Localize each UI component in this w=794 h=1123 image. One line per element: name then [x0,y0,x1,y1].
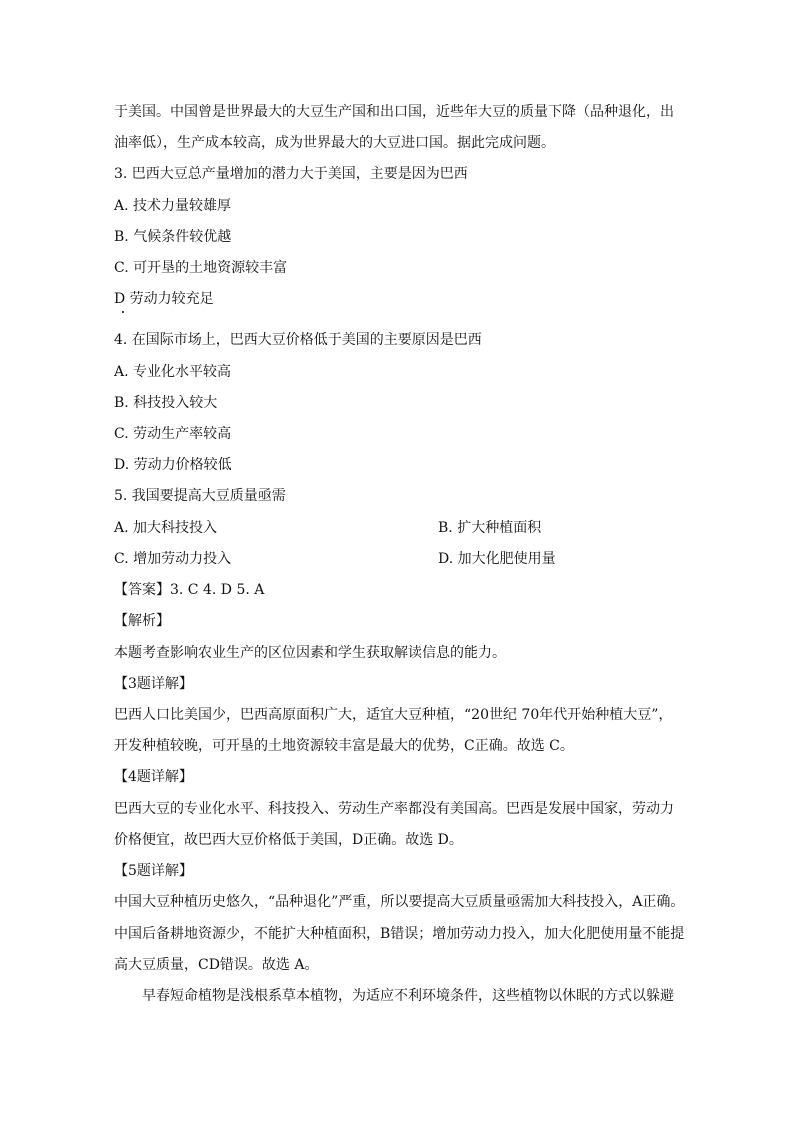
analysis-intro: 本题考查影响农业生产的区位因素和学生获取解读信息的能力。 [114,645,506,661]
question-5-option-d: D. 加大化肥使用量 [438,551,556,567]
question-3-stem: 3. 巴西大豆总产量增加的潜力大于美国，主要是因为巴西 [114,166,468,182]
detail-4-line-2: 价格便宜，故巴西大豆价格低于美国，D正确。故选 D。 [114,832,463,848]
question-4-option-c: C. 劳动生产率较高 [114,426,232,442]
question-3-option-c: C. 可开垦的土地资源较丰富 [114,260,288,276]
detail-5-line-3: 高大豆质量，CD错误。故选 A。 [114,957,319,973]
detail-4-line-1: 巴西大豆的专业化水平、科技投入、劳动生产率都没有美国高。巴西是发展中国家，劳动力 [114,801,674,817]
passage-line-1: 于美国。中国曾是世界最大的大豆生产国和出口国，近些年大豆的质量下降（品种退化，出 [114,104,674,120]
answer-line: 【答案】3. C 4. D 5. A [114,582,265,598]
question-3-option-d: D 劳动力较充足 [114,291,214,307]
next-passage-line: 早春短命植物是浅根系草本植物，为适应不利环境条件，这些植物以休眠的方式以躲避 [142,988,674,1004]
detail-4-heading: 【4题详解】 [114,769,193,785]
question-5-option-a: A. 加大科技投入 [114,520,218,536]
detail-5-line-2: 中国后备耕地资源少，不能扩大种植面积，B错误；增加劳动力投入，加大化肥使用量不能提 [114,926,685,942]
detail-5-heading: 【5题详解】 [114,863,193,879]
passage-line-2: 油率低），生产成本较高，成为世界最大的大豆进口国。据此完成问题。 [114,135,555,151]
detail-5-line-1: 中国大豆种植历史悠久，“品种退化”严重，所以要提高大豆质量亟需加大科技投入，A正确。 [114,894,685,910]
question-5-stem: 5. 我国要提高大豆质量亟需 [114,488,286,504]
question-5-option-c: C. 增加劳动力投入 [114,551,232,567]
analysis-heading: 【解析】 [114,613,170,629]
question-5-option-b: B. 扩大种植面积 [438,520,542,536]
question-4-option-a: A. 专业化水平较高 [114,364,232,380]
question-4-stem: 4. 在国际市场上，巴西大豆价格低于美国的主要原因是巴西 [114,332,482,348]
detail-3-line-1: 巴西人口比美国少，巴西高原面积广大，适宜大豆种植，“20世纪 70年代开始种植大豆”， [114,707,673,723]
detail-3-heading: 【3题详解】 [114,676,193,692]
detail-3-line-2: 开发种植较晚，可开垦的土地资源较丰富是最大的优势，C正确。故选 C。 [114,738,574,754]
question-4-option-d: D. 劳动力价格较低 [114,457,232,473]
question-3-option-b: B. 气候条件较优越 [114,229,232,245]
stray-dot-mark [122,311,124,313]
question-3-option-a: A. 技术力量较雄厚 [114,198,232,214]
question-4-option-b: B. 科技投入较大 [114,395,218,411]
